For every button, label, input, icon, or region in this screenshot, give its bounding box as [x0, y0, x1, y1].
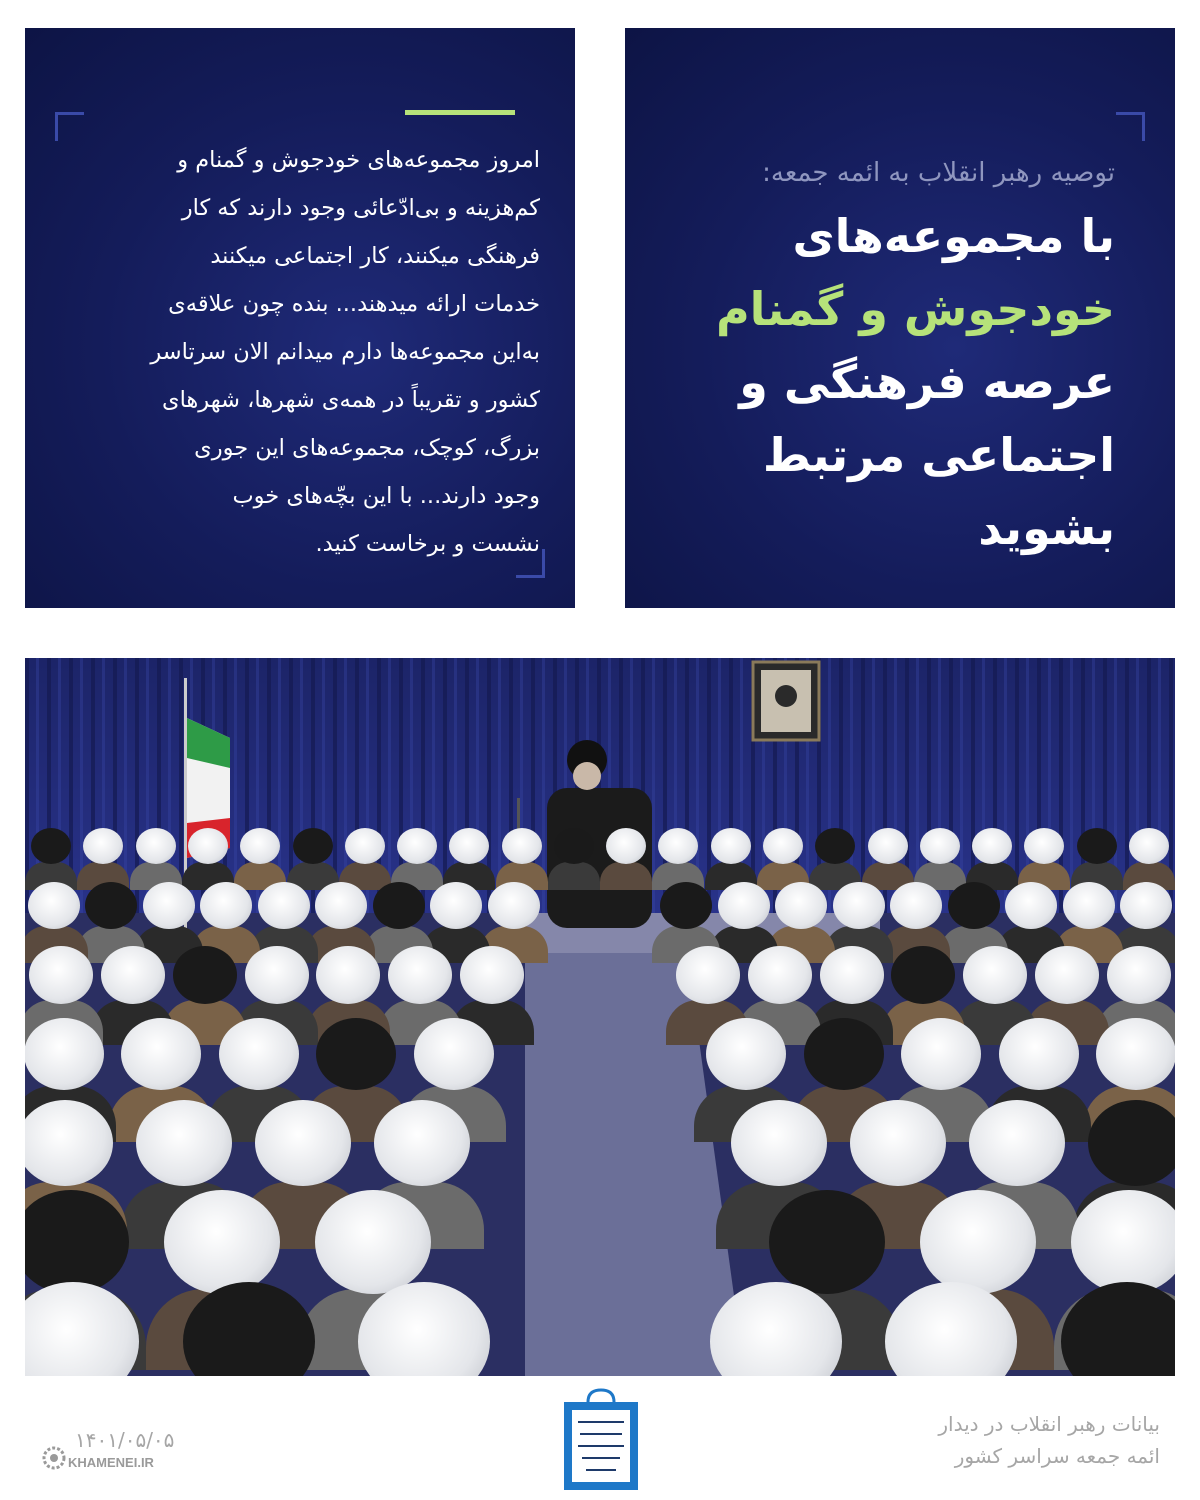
audience-turban [963, 946, 1027, 1004]
audience-turban [143, 882, 195, 929]
audience-turban [136, 1100, 232, 1186]
audience-turban [1063, 882, 1115, 929]
audience-turban [706, 1018, 786, 1090]
audience-turban [901, 1018, 981, 1090]
audience-turban [1071, 1190, 1175, 1294]
audience-turban [775, 882, 827, 929]
audience-turban [606, 828, 646, 864]
audience-turban [28, 882, 80, 929]
audience-turban [101, 946, 165, 1004]
audience-turban [240, 828, 280, 864]
audience-turban [373, 882, 425, 929]
quote-text [80, 136, 540, 568]
quote-line: فرهنگی میکنند، کار اجتماعی میکنند [210, 243, 540, 269]
audience-turban [258, 882, 310, 929]
audience-turban [397, 828, 437, 864]
photo-caption [840, 1408, 1160, 1472]
audience-turban [891, 946, 955, 1004]
headline-line-4: اجتماعی مرتبط بشوید [762, 428, 1115, 555]
audience-turban [255, 1100, 351, 1186]
audience-turban [449, 828, 489, 864]
audience-turban [804, 1018, 884, 1090]
audience-turban [890, 882, 942, 929]
audience-turban [1077, 828, 1117, 864]
quote-panel [25, 28, 575, 608]
quote-line: بزرگ، کوچک، مجموعه‌های این جوری [194, 435, 540, 461]
audience-turban [1120, 882, 1172, 929]
audience-turban [731, 1100, 827, 1186]
audience-turban [388, 946, 452, 1004]
audience-turban [969, 1100, 1065, 1186]
site-label: KHAMENEI.IR [68, 1455, 154, 1470]
audience-turban [676, 946, 740, 1004]
audience-turban [748, 946, 812, 1004]
accent-line [405, 110, 515, 115]
audience-turban [293, 828, 333, 864]
khamenei-logo-icon [42, 1446, 66, 1474]
audience-turban [763, 828, 803, 864]
audience-turban [820, 946, 884, 1004]
caption-line-1: بیانات رهبر انقلاب در دیدار [938, 1412, 1160, 1436]
audience-turban [488, 882, 540, 929]
quote-line: کم‌هزینه و بی‌ادّعائی وجود دارند که کار [181, 195, 540, 221]
audience-turban [316, 946, 380, 1004]
quote-line: وجود دارند... با این بچّه‌های خوب [232, 483, 540, 509]
audience-turban [136, 828, 176, 864]
audience-turban [1024, 828, 1064, 864]
audience-robe [548, 862, 600, 890]
audience-turban [316, 1018, 396, 1090]
audience-turban [718, 882, 770, 929]
audience-turban [1005, 882, 1057, 929]
audience-turban [972, 828, 1012, 864]
audience-turban [920, 828, 960, 864]
headline-block [665, 158, 1115, 565]
audience-turban [414, 1018, 494, 1090]
audience-turban [25, 1100, 113, 1186]
audience-turban [29, 946, 93, 1004]
audience-turban [121, 1018, 201, 1090]
audience-turban [1107, 946, 1171, 1004]
audience-turban [25, 1018, 104, 1090]
audience-turban [1061, 1282, 1175, 1376]
headline-line-1: با مجموعه‌های [792, 209, 1115, 263]
audience-turban [315, 1190, 431, 1294]
audience-turban [460, 946, 524, 1004]
caption-line-2: ائمه جمعه سراسر کشور [954, 1444, 1160, 1468]
khamenei-bag-logo-icon [560, 1388, 642, 1497]
audience-turban [815, 828, 855, 864]
audience-turban [1129, 828, 1169, 864]
corner-bracket-icon [1116, 112, 1145, 141]
quote-line: نشست و برخاست کنید. [315, 531, 540, 557]
audience-turban [554, 828, 594, 864]
audience-turban [999, 1018, 1079, 1090]
audience-turban [219, 1018, 299, 1090]
audience-turban [868, 828, 908, 864]
audience-turban [245, 946, 309, 1004]
audience-turban [25, 1190, 129, 1294]
headline-panel [625, 28, 1175, 608]
meeting-photo [25, 658, 1175, 1376]
audience [25, 658, 1175, 1376]
audience-turban [948, 882, 1000, 929]
audience-turban [164, 1190, 280, 1294]
audience-turban [658, 828, 698, 864]
audience-turban [188, 828, 228, 864]
headline-line-3: عرصه فرهنگی و [739, 355, 1115, 409]
audience-turban [1035, 946, 1099, 1004]
quote-line: امروز مجموعه‌های خودجوش و گمنام و [177, 147, 540, 173]
audience-turban [83, 828, 123, 864]
audience-turban [85, 882, 137, 929]
audience-turban [374, 1100, 470, 1186]
audience-turban [502, 828, 542, 864]
audience-turban [833, 882, 885, 929]
quote-line: خدمات ارائه میدهند... بنده چون علاقه‌ی [168, 291, 540, 317]
quote-line: کشور و تقریباً در همه‌ی شهرها، شهرهای [161, 387, 540, 413]
audience-turban [200, 882, 252, 929]
audience-turban [1088, 1100, 1176, 1186]
audience-turban [315, 882, 367, 929]
audience-turban [345, 828, 385, 864]
audience-turban [31, 828, 71, 864]
audience-robe [600, 862, 652, 890]
audience-turban [173, 946, 237, 1004]
headline-supratitle: توصیه رهبر انقلاب به ائمه جمعه: [762, 158, 1115, 188]
audience-turban [1096, 1018, 1175, 1090]
headline-highlight: خودجوش و گمنام [715, 282, 1115, 336]
audience-turban [25, 1282, 139, 1376]
quote-line: به‌این مجموعه‌ها دارم میدانم الان سرتاسر [150, 339, 540, 365]
audience-turban [769, 1190, 885, 1294]
publish-date: ۱۴۰۱/۰۵/۰۵ [75, 1428, 175, 1452]
audience-turban [850, 1100, 946, 1186]
audience-turban [430, 882, 482, 929]
audience-turban [711, 828, 751, 864]
audience-turban [920, 1190, 1036, 1294]
audience-turban [660, 882, 712, 929]
